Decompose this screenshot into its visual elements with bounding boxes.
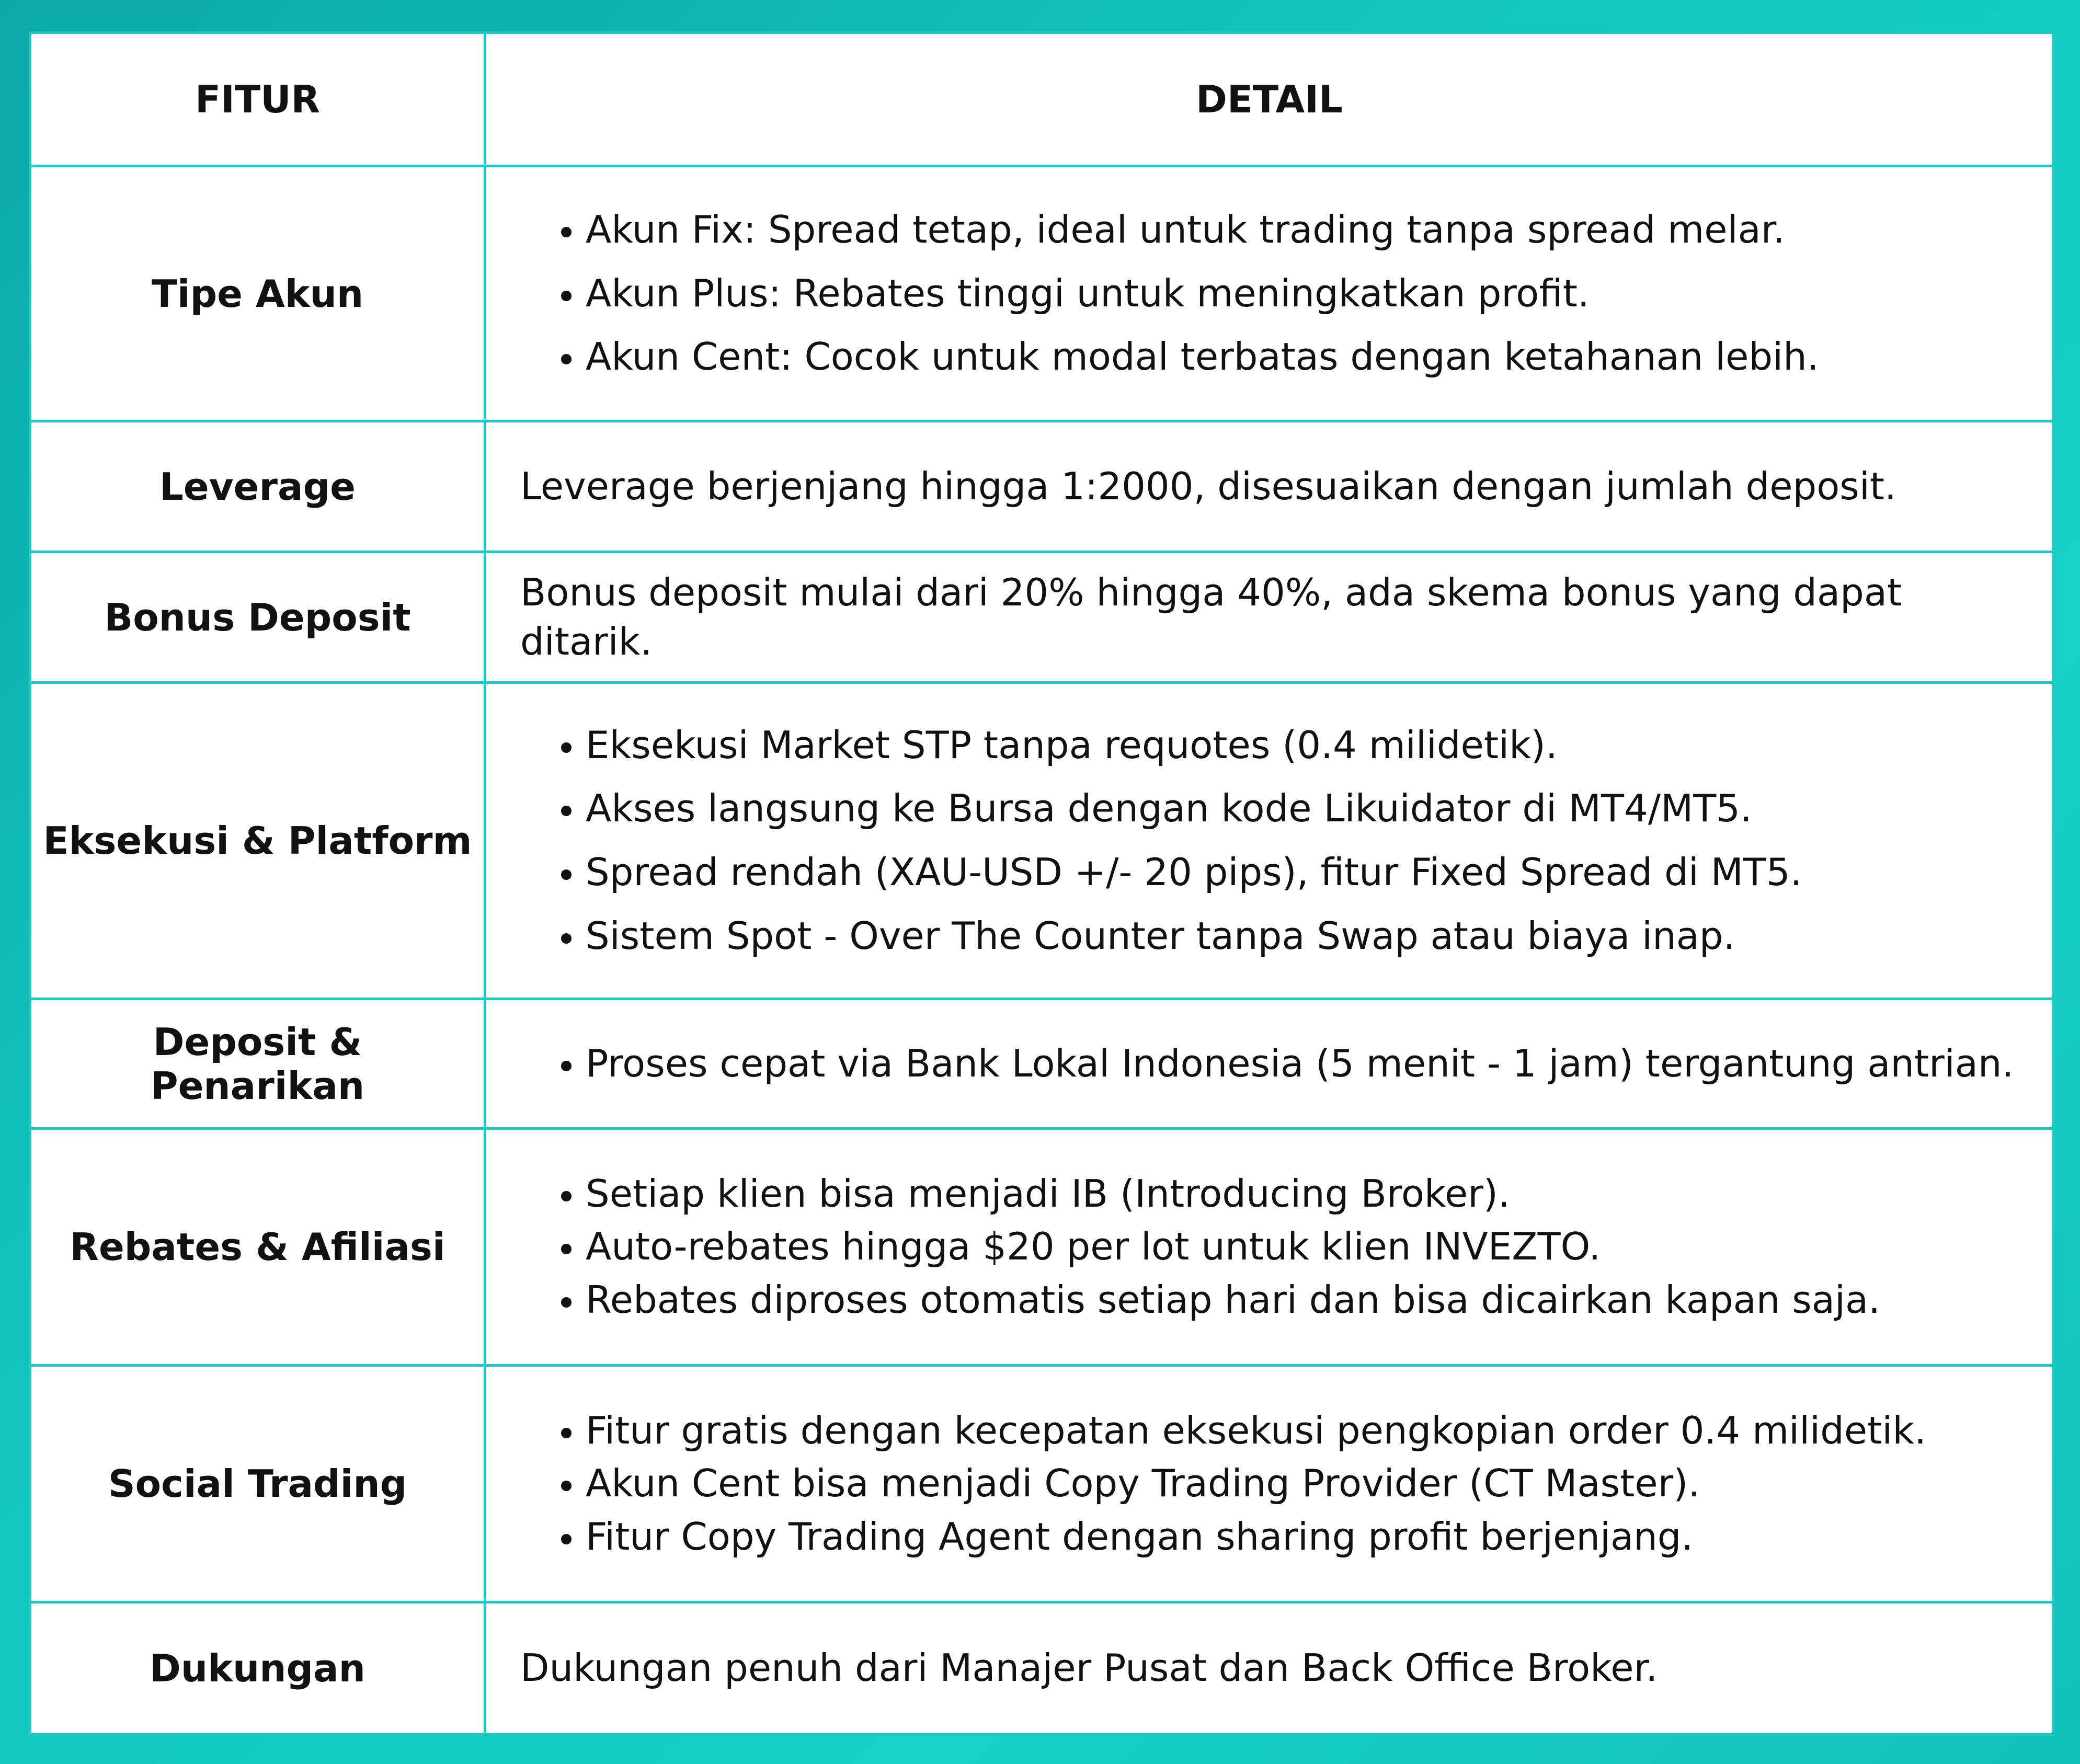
- list-item: • Fitur gratis dengan kecepatan eksekusi pengkopian order 0.4 milidetik.: [586, 1406, 2031, 1456]
- list-item: • Sistem Spot - Over The Counter tanpa Swap atau biaya inap.: [586, 912, 2031, 961]
- detail-social-trading: [485, 1366, 2054, 1602]
- table-row-bonus-deposit: [30, 552, 2054, 683]
- list-item: • Akun Cent bisa menjadi Copy Trading Provider (CT Master).: [586, 1459, 2031, 1508]
- detail-rebates-afiliasi: [485, 1129, 2054, 1366]
- table-header-row: [30, 33, 2054, 166]
- table-row-leverage: [30, 421, 2054, 552]
- detail-tipe-akun: [485, 166, 2054, 421]
- list-item: • Spread rendah (XAU-USD +/- 20 pips), fitur Fixed Spread di MT5.: [586, 848, 2031, 897]
- table-row-eksekusi-platform: [30, 683, 2054, 999]
- table-row-deposit-penarikan: [30, 999, 2054, 1129]
- list-item: • Akun Plus: Rebates tinggi untuk meningkatkan profit.: [586, 269, 2031, 318]
- detail-deposit-penarikan: [485, 999, 2054, 1129]
- list-item: • Fitur Copy Trading Agent dengan sharing profit berjenjang.: [586, 1513, 2031, 1562]
- table-row-social-trading: [30, 1366, 2054, 1602]
- feature-bonus-deposit: Bonus Deposit: [30, 552, 485, 683]
- detail-leverage: Leverage berjenjang hingga 1:2000, disesuaikan dengan jumlah deposit.: [485, 421, 2054, 552]
- table-row-tipe-akun: [30, 166, 2054, 421]
- table-row-dukungan: [30, 1602, 2054, 1735]
- table-row-rebates-afiliasi: [30, 1129, 2054, 1366]
- header-fitur: FITUR: [30, 33, 485, 166]
- feature-table: [29, 31, 2055, 1736]
- list-item: • Eksekusi Market STP tanpa requotes (0.4 milidetik).: [586, 721, 2031, 770]
- header-detail: DETAIL: [485, 33, 2054, 166]
- detail-dukungan: Dukungan penuh dari Manajer Pusat dan Back Office Broker.: [485, 1602, 2054, 1735]
- detail-bonus-deposit: Bonus deposit mulai dari 20% hingga 40%, ada skema bonus yang dapat ditarik.: [485, 552, 2054, 683]
- feature-deposit-penarikan: Deposit & Penarikan: [30, 999, 485, 1129]
- list-item: • Akun Cent: Cocok untuk modal terbatas dengan ketahanan lebih.: [586, 333, 2031, 382]
- list-item: • Setiap klien bisa menjadi IB (Introducing Broker).: [586, 1170, 2031, 1219]
- list-item: • Akun Fix: Spread tetap, ideal untuk trading tanpa spread melar.: [586, 205, 2031, 255]
- bullet-list: [520, 721, 2031, 960]
- bullet-list: [520, 1170, 2031, 1325]
- bullet-list: [520, 1406, 2031, 1562]
- list-item: • Akses langsung ke Bursa dengan kode Likuidator di MT4/MT5.: [586, 784, 2031, 833]
- list-item: • Proses cepat via Bank Lokal Indonesia (5 menit - 1 jam) tergantung antrian.: [586, 1039, 2031, 1089]
- feature-eksekusi-platform: Eksekusi & Platform: [30, 683, 485, 999]
- feature-table-card: [29, 31, 2052, 1733]
- feature-dukungan: Dukungan: [30, 1602, 485, 1735]
- list-item: • Auto-rebates hingga $20 per lot untuk klien INVEZTO.: [586, 1222, 2031, 1272]
- feature-tipe-akun: Tipe Akun: [30, 166, 485, 421]
- feature-leverage: Leverage: [30, 421, 485, 552]
- list-item: • Rebates diproses otomatis setiap hari dan bisa dicairkan kapan saja.: [586, 1276, 2031, 1325]
- detail-eksekusi-platform: [485, 683, 2054, 999]
- bullet-list: [520, 205, 2031, 382]
- feature-rebates-afiliasi: Rebates & Afiliasi: [30, 1129, 485, 1366]
- bullet-list: [520, 1039, 2031, 1089]
- feature-social-trading: Social Trading: [30, 1366, 485, 1602]
